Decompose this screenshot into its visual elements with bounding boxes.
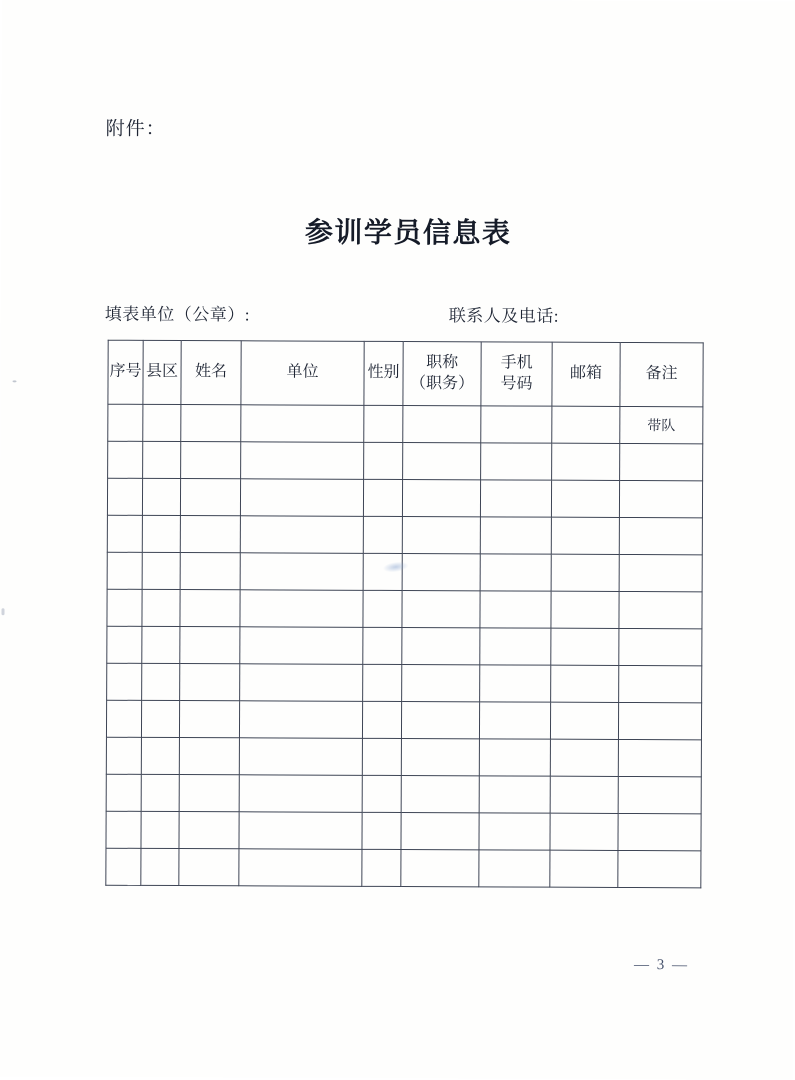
table-cell-serial	[108, 441, 143, 478]
table-cell-serial	[108, 404, 143, 441]
table-cell-gender	[363, 590, 402, 627]
table-cell-unit	[240, 553, 363, 591]
table-cell-email	[551, 554, 619, 591]
table-cell-notes	[618, 702, 701, 739]
table-cell-title	[402, 665, 480, 702]
table-cell-email	[550, 739, 618, 776]
table-head	[108, 340, 703, 407]
table-cell-gender	[363, 627, 402, 664]
header-cell-gender	[364, 341, 403, 405]
table-cell-unit	[240, 516, 363, 554]
table-cell-email	[552, 406, 620, 443]
table-cell-notes	[619, 591, 702, 628]
table-cell-notes	[618, 813, 701, 850]
table-cell-mobile	[480, 517, 551, 554]
header-label-line: 备注	[645, 365, 678, 383]
table-cell-district	[142, 589, 180, 626]
table-cell-title	[403, 443, 481, 480]
table-cell-name	[179, 738, 239, 775]
table-cell-gender	[362, 738, 401, 775]
table-cell-notes	[619, 517, 702, 554]
header-label-line: 姓名	[195, 363, 228, 381]
table-cell-mobile	[479, 739, 550, 776]
table-cell-notes	[618, 776, 701, 813]
header-label-line: 序号	[109, 362, 142, 380]
table-cell-district	[142, 478, 180, 515]
table-header-row	[108, 340, 703, 407]
table-row	[107, 478, 702, 518]
table-cell-title	[401, 813, 479, 850]
header-label-line: 邮箱	[570, 364, 603, 382]
table-cell-notes: 带队	[620, 406, 703, 443]
header-cell-district	[143, 340, 181, 404]
table-cell-title	[402, 628, 480, 665]
table-cell-name	[180, 627, 240, 664]
table-cell-email	[551, 591, 619, 628]
table-cell-email	[552, 443, 620, 480]
table-cell-notes	[619, 480, 702, 517]
header-label-line: 县区	[146, 362, 179, 381]
header-cell-notes	[620, 342, 703, 406]
table-row	[107, 589, 702, 629]
table-cell-title	[402, 554, 480, 591]
table-cell-name	[179, 775, 239, 812]
table-cell-mobile	[481, 443, 552, 480]
table-cell-name	[180, 516, 240, 553]
table-cell-title	[401, 776, 479, 813]
table-cell-mobile	[481, 406, 552, 443]
table-row	[106, 700, 701, 740]
table-cell-notes	[619, 628, 702, 665]
table-cell-unit	[241, 442, 364, 480]
table-cell-unit	[239, 849, 362, 887]
header-cell-unit	[241, 341, 364, 406]
table-cell-unit	[239, 738, 362, 776]
header-cell-name	[181, 341, 241, 405]
table-cell-serial	[107, 478, 142, 515]
table-row	[106, 737, 701, 777]
table-row	[108, 404, 703, 444]
table-cell-mobile	[480, 591, 551, 628]
table-cell-name	[180, 664, 240, 701]
table-cell-unit	[239, 775, 362, 813]
table-cell-gender	[363, 516, 402, 553]
header-label-line: 手机	[500, 354, 533, 372]
table-cell-serial	[106, 700, 141, 737]
table-cell-unit	[240, 627, 363, 665]
table-cell-name	[180, 553, 240, 590]
table-cell-gender	[363, 664, 402, 701]
table-cell-mobile	[480, 665, 551, 702]
header-label-line: 单位	[286, 363, 319, 381]
table-cell-gender	[363, 479, 402, 516]
table-cell-mobile	[479, 702, 550, 739]
table-row	[107, 515, 702, 555]
header-cell-title	[403, 342, 481, 406]
table-cell-district	[142, 515, 180, 552]
table-cell-serial	[106, 811, 141, 848]
table-cell-name	[180, 590, 240, 627]
table-cell-name	[179, 849, 239, 886]
table-cell-name	[181, 405, 241, 442]
table-row	[107, 663, 702, 703]
table-cell-gender	[362, 849, 401, 886]
table-cell-serial	[107, 589, 142, 626]
table-row	[107, 626, 702, 666]
table-cell-name	[179, 701, 239, 738]
table-cell-serial	[106, 774, 141, 811]
table-cell-serial	[107, 663, 142, 700]
table-cell-gender	[364, 442, 403, 479]
table-cell-notes	[618, 739, 701, 776]
table-cell-email	[550, 813, 618, 850]
table-cell-title	[401, 850, 479, 887]
table-cell-serial	[106, 737, 141, 774]
contact-phone-label: 联系人及电话:	[448, 306, 560, 326]
table-cell-email	[551, 628, 619, 665]
table-row	[106, 774, 701, 814]
table-row	[106, 811, 701, 851]
header-label-line: 性别	[367, 363, 400, 382]
table-cell-name	[179, 812, 239, 849]
table-cell-mobile	[480, 480, 551, 517]
table-cell-serial	[107, 626, 142, 663]
table-cell-district	[141, 811, 179, 848]
table-cell-district	[142, 663, 180, 700]
table-cell-district	[141, 700, 179, 737]
header-cell-serial	[108, 340, 143, 404]
scan-speck-artifact	[13, 380, 17, 382]
table-cell-serial	[107, 515, 142, 552]
table-cell-gender	[364, 405, 403, 442]
scan-speck-artifact	[1, 608, 4, 615]
table-cell-unit	[239, 701, 362, 739]
table-cell-unit	[240, 664, 363, 702]
table-cell-notes	[620, 443, 703, 480]
table-cell-notes	[618, 850, 701, 887]
table-cell-title	[402, 517, 480, 554]
header-label-line: 号码	[500, 374, 533, 393]
table-cell-mobile	[479, 813, 550, 850]
table-cell-title	[402, 591, 480, 628]
table-cell-mobile	[479, 776, 550, 813]
table-cell-district	[141, 737, 179, 774]
table-cell-serial	[106, 848, 141, 885]
table-cell-email	[551, 665, 619, 702]
header-cell-email	[552, 342, 620, 406]
table-row	[106, 848, 701, 888]
table-cell-notes	[619, 554, 702, 591]
table-cell-district	[141, 848, 179, 885]
table-row	[107, 552, 702, 592]
trainee-info-table	[105, 340, 703, 889]
table-cell-email	[550, 702, 618, 739]
table-cell-title	[403, 406, 481, 443]
table-body	[106, 404, 703, 888]
table-cell-mobile	[480, 628, 551, 665]
form-unit-seal-label: 填表单位（公章）:	[104, 304, 251, 325]
header-label-line: （职务）	[409, 374, 475, 392]
table-cell-unit	[241, 405, 364, 443]
table-cell-title	[401, 739, 479, 776]
header-label-line: 职称	[426, 353, 459, 371]
table-cell-gender	[362, 775, 401, 812]
table-cell-gender	[362, 812, 401, 849]
table-cell-mobile	[480, 554, 551, 591]
page-title: 参训学员信息表	[304, 217, 512, 250]
page-number: — 3 —	[633, 957, 690, 974]
table-cell-title	[402, 480, 480, 517]
header-cell-mobile	[481, 342, 552, 406]
table-cell-mobile	[479, 850, 550, 887]
table-cell-unit	[240, 590, 363, 628]
table-cell-gender	[362, 701, 401, 738]
table-cell-district	[143, 404, 181, 441]
table-cell-notes	[619, 665, 702, 702]
table-cell-district	[141, 774, 179, 811]
table-cell-email	[550, 850, 618, 887]
table-cell-email	[551, 480, 619, 517]
table-cell-unit	[239, 812, 362, 850]
table-cell-name	[181, 442, 241, 479]
table-cell-district	[142, 552, 180, 589]
table-cell-title	[401, 702, 479, 739]
table-row	[108, 441, 703, 481]
table-cell-email	[550, 776, 618, 813]
attachment-label: 附件：	[105, 118, 166, 140]
table-cell-name	[180, 479, 240, 516]
table-cell-district	[142, 626, 180, 663]
table-cell-email	[551, 517, 619, 554]
table-cell-unit	[240, 479, 363, 517]
table-cell-serial	[107, 552, 142, 589]
table-cell-district	[143, 441, 181, 478]
